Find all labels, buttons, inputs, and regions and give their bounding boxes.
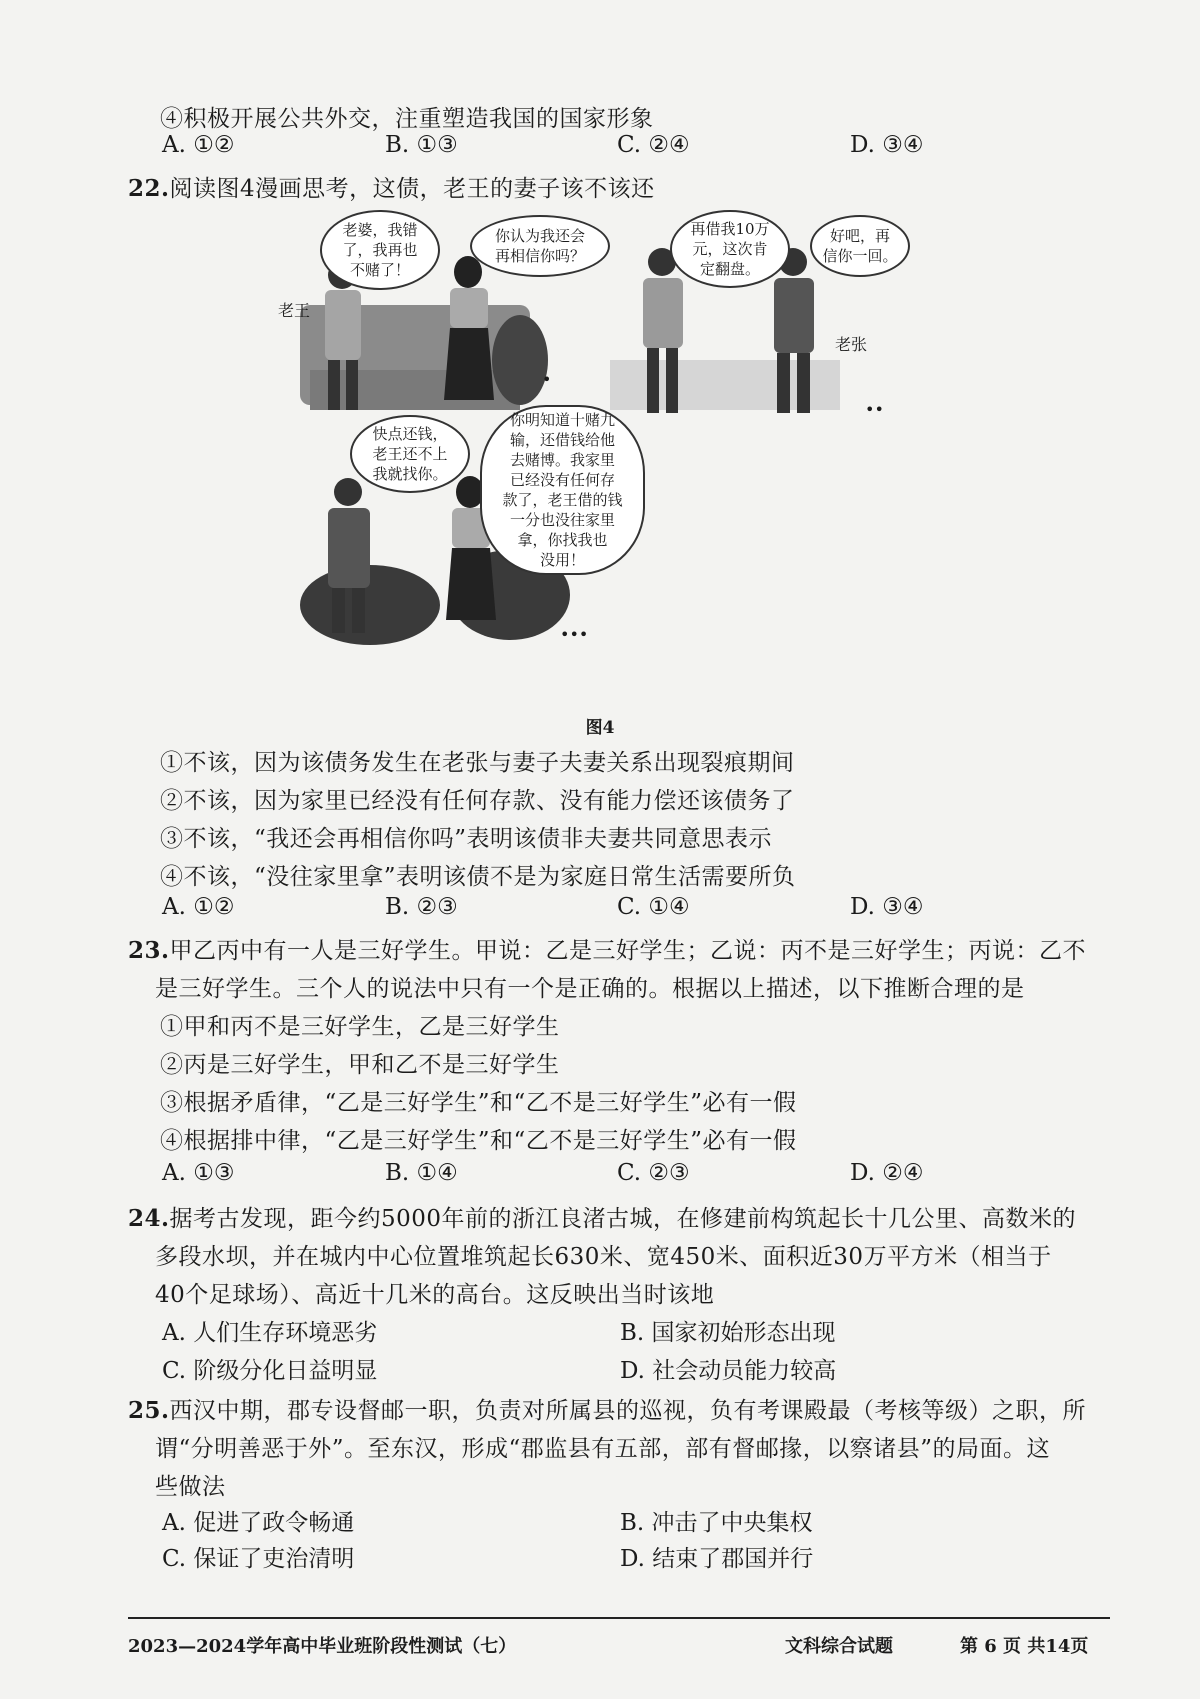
- bubble-laowang-apology: 老婆，我错 了，我再也 不赌了！: [320, 210, 440, 290]
- q24-stem-line-3: 40个足球场）、高近十几米的高台。这反映出当时该地: [155, 1282, 715, 1308]
- q22-option-a: A. ①②: [162, 894, 235, 920]
- q22-statement-1: ①不该，因为该债务发生在老张与妻子夫妻关系出现裂痕期间: [160, 750, 795, 776]
- wife-skirt: [444, 328, 494, 400]
- q23-statement-2: ②丙是三好学生，甲和乙不是三好学生: [160, 1052, 560, 1078]
- q23-option-d: D. ②④: [850, 1160, 924, 1186]
- q23-number: 23.: [128, 937, 170, 964]
- q25-stem-line-2: 谓“分明善恶于外”。至东汉，形成“郡监县有五部，部有督邮掾，以察诸县”的局面。这: [155, 1436, 1051, 1462]
- q23-stem-line-1: [128, 932, 1086, 965]
- borrower-body: [643, 278, 683, 348]
- figure-caption: 图4: [585, 718, 615, 738]
- cartoon-figure-4: [278, 210, 940, 700]
- q25-option-b: B. 冲击了中央集权: [620, 1510, 813, 1536]
- bubble-laozhang-demand: 快点还钱， 老王还不上 我就找你。: [350, 415, 470, 493]
- q25-option-c: C. 保证了吏治清明: [162, 1546, 355, 1572]
- q22-number: 22.: [128, 175, 170, 202]
- footer-subject: 文科综合试题: [785, 1636, 893, 1657]
- q22-option-d: D. ③④: [850, 894, 924, 920]
- laozhang-leg-right: [797, 353, 810, 413]
- q21-option-c: C. ②④: [617, 132, 690, 158]
- q23-statement-4: ④根据排中律，“乙是三好学生”和“乙不是三好学生”必有一假: [160, 1128, 797, 1154]
- q23-statement-1: ①甲和丙不是三好学生，乙是三好学生: [160, 1014, 560, 1040]
- q24-stem-line-2: 多段水坝，并在城内中心位置堆筑起长630米、宽450米、面积近30万平方米（相当于: [155, 1244, 1052, 1270]
- q24-number: 24.: [128, 1205, 170, 1232]
- laowang-body: [325, 290, 361, 360]
- laozhang-leg-bottom-left: [332, 588, 345, 633]
- q23-option-b: B. ①④: [385, 1160, 458, 1186]
- q24-option-c: C. 阶级分化日益明显: [162, 1358, 378, 1384]
- laozhang-leg-left: [777, 353, 790, 413]
- bubble-laozhang-agree: 好吧，再 信你一回。: [810, 215, 910, 277]
- q22-statement-3: ③不该，“我还会再相信你吗”表明该债非夫妻共同意思表示: [160, 826, 773, 852]
- label-laowang: 老王: [278, 301, 311, 320]
- q24-option-d: D. 社会动员能力较高: [620, 1358, 837, 1384]
- plant-left: [492, 315, 548, 405]
- laozhang-leg-bottom-right: [352, 588, 365, 633]
- q25-stem-line-1: [128, 1392, 1086, 1425]
- footer-divider: [128, 1617, 1110, 1619]
- laozhang-head-bottom: [334, 478, 362, 506]
- wife-top: [450, 288, 488, 328]
- q24-option-b: B. 国家初始形态出现: [620, 1320, 836, 1346]
- footer-page-number: 第 6 页 共14页: [960, 1636, 1089, 1657]
- laowang-leg-right: [346, 360, 358, 410]
- panel-dots-1: •: [542, 370, 552, 389]
- q23-option-c: C. ②③: [617, 1160, 690, 1186]
- q22-option-b: B. ②③: [385, 894, 458, 920]
- q25-option-a: A. 促进了政令畅通: [162, 1510, 355, 1536]
- q21-option-a: A. ①②: [162, 132, 235, 158]
- bubble-wife-distrust: 你认为我还会 再相信你吗？: [470, 215, 610, 277]
- laozhang-body: [774, 278, 814, 353]
- bubble-wife-refusal: 你明知道十赌九 输，还借钱给他 去赌博。我家里 已经没有任何存 款了，老王借的钱 一分也没往家里 拿，你找我也 没用！: [480, 405, 645, 575]
- q23-stem-line-2: 是三好学生。三个人的说法中只有一个是正确的。根据以上描述，以下推断合理的是: [155, 976, 1025, 1002]
- q23-statement-3: ③根据矛盾律，“乙是三好学生”和“乙不是三好学生”必有一假: [160, 1090, 797, 1116]
- q25-stem-line-3: 些做法: [155, 1474, 226, 1500]
- bubble-borrower-request: 再借我10万 元，这次肯 定翻盘。: [670, 210, 790, 288]
- q21-statement-4: ④积极开展公共外交，注重塑造我国的国家形象: [160, 106, 654, 132]
- q25-stem-text-1: 西汉中期，郡专设督邮一职，负责对所属县的巡视，负有考课殿最（考核等级）之职，所: [169, 1398, 1087, 1424]
- q24-option-a: A. 人们生存环境恶劣: [162, 1320, 378, 1346]
- q21-option-b: B. ①③: [385, 132, 458, 158]
- laowang-leg-left: [328, 360, 340, 410]
- footer-exam-title: 2023—2024学年高中毕业班阶段性测试（七）: [128, 1636, 517, 1657]
- borrower-leg-right: [666, 348, 678, 413]
- q22-stem: [128, 170, 655, 203]
- q22-statement-4: ④不该，“没往家里拿”表明该债不是为家庭日常生活需要所负: [160, 864, 796, 890]
- wife-skirt-bottom: [446, 548, 496, 620]
- q24-stem-line-1: [128, 1200, 1076, 1233]
- q23-option-a: A. ①③: [162, 1160, 235, 1186]
- q25-option-d: D. 结束了郡国并行: [620, 1546, 814, 1572]
- laozhang-body-bottom: [328, 508, 370, 588]
- borrower-leg-left: [647, 348, 659, 413]
- panel-dots-3: •••: [560, 625, 589, 644]
- q24-stem-text-1: 据考古发现，距今约5000年前的浙江良渚古城，在修建前构筑起长十几公里、高数米的: [169, 1206, 1077, 1232]
- q25-number: 25.: [128, 1397, 170, 1424]
- q22-statement-2: ②不该，因为家里已经没有任何存款、没有能力偿还该债务了: [160, 788, 795, 814]
- q23-stem-text-1: 甲乙丙中有一人是三好学生。甲说：乙是三好学生；乙说：丙不是三好学生；丙说：乙不: [169, 938, 1087, 964]
- q21-option-d: D. ③④: [850, 132, 924, 158]
- q22-option-c: C. ①④: [617, 894, 690, 920]
- label-laozhang: 老张: [835, 335, 868, 354]
- panel-dots-2: ••: [865, 400, 884, 419]
- q22-stem-text: 阅读图4漫画思考，这债，老王的妻子该不该还: [169, 176, 655, 202]
